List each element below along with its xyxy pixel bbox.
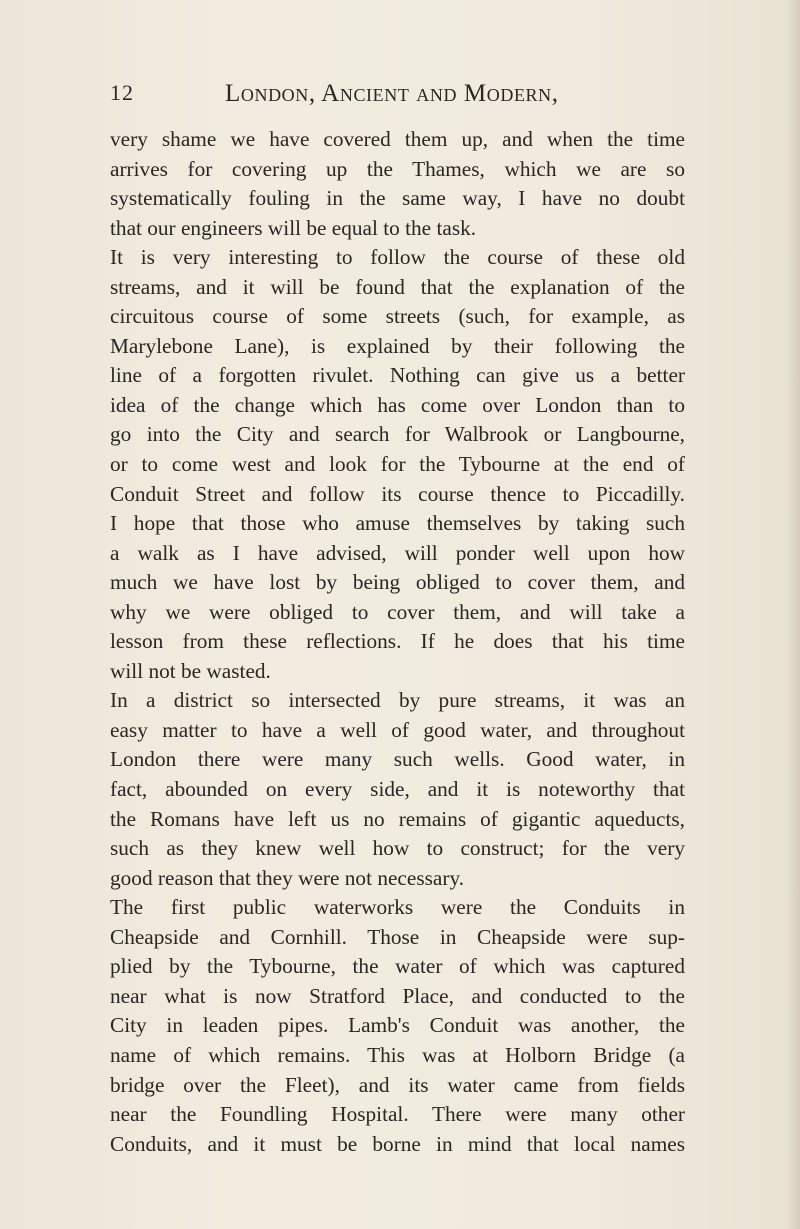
text-line: Cheapside and Cornhill. Those in Cheapside were sup- <box>110 924 685 949</box>
text-line: or to come west and look for the Tybourne at the end of <box>110 452 685 477</box>
text-line: much we have lost by being obliged to cover them, and <box>110 570 685 595</box>
text-line: lesson from these reflections. If he does that his time <box>110 629 685 654</box>
text-line: go into the City and search for Walbrook or Langbourne, <box>110 422 685 447</box>
text-line: will not be wasted. <box>110 658 271 683</box>
text-line: that our engineers will be equal to the task. <box>110 215 477 240</box>
text-line: why we were obliged to cover them, and will take a <box>110 599 685 624</box>
text-line: good reason that they were not necessary. <box>110 865 465 890</box>
text-line: In a district so intersected by pure streams, it was an <box>110 688 685 713</box>
text-line: The first public waterworks were the Conduits in <box>110 895 685 920</box>
text-line: London there were many such wells. Good water, in <box>110 747 685 772</box>
text-line: Conduits, and it must be borne in mind that local names <box>110 1131 685 1156</box>
text-line: fact, abounded on every side, and it is noteworthy that <box>110 777 685 802</box>
text-line: arrives for covering up the Thames, which we are so <box>110 156 685 181</box>
text-line: Marylebone Lane), is explained by their following the <box>110 333 685 358</box>
text-line: line of a forgotten rivulet. Nothing can give us a better <box>110 363 685 388</box>
page-number: 12 <box>110 80 134 105</box>
text-line: City in leaden pipes. Lamb's Conduit was another, the <box>110 1013 685 1038</box>
text-line: plied by the Tybourne, the water of which was captured <box>110 954 685 979</box>
text-line: I hope that those who amuse themselves by taking such <box>110 511 685 536</box>
text-line: bridge over the Fleet), and its water came from fields <box>110 1072 685 1097</box>
page-edge-shadow <box>786 0 800 1229</box>
text-line: idea of the change which has come over London than to <box>110 392 685 417</box>
text-line: It is very interesting to follow the course of these old <box>110 245 685 270</box>
text-line: Conduit Street and follow its course thence to Piccadilly. <box>110 481 685 506</box>
text-line: such as they knew well how to construct; for the very <box>110 836 685 861</box>
page-header <box>0 80 800 114</box>
text-line: very shame we have covered them up, and when the time <box>110 127 685 151</box>
text-line: systematically fouling in the same way, I have no doubt <box>110 186 685 211</box>
text-line: easy matter to have a well of good water, and throughout <box>110 717 685 742</box>
text-line: near what is now Stratford Place, and conducted to the <box>110 983 685 1008</box>
text-line: name of which remains. This was at Holborn Bridge (a <box>110 1042 685 1067</box>
text-line: streams, and it will be found that the explanation of the <box>110 274 685 299</box>
body-text <box>110 125 685 1159</box>
text-line: the Romans have left us no remains of gigantic aqueducts, <box>110 806 685 831</box>
text-line: a walk as I have advised, will ponder well upon how <box>110 540 685 565</box>
text-line: circuitous course of some streets (such, for example, as <box>110 304 685 329</box>
text-line: near the Foundling Hospital. There were many other <box>110 1102 685 1127</box>
running-head: London, Ancient and Modern, <box>225 80 559 107</box>
